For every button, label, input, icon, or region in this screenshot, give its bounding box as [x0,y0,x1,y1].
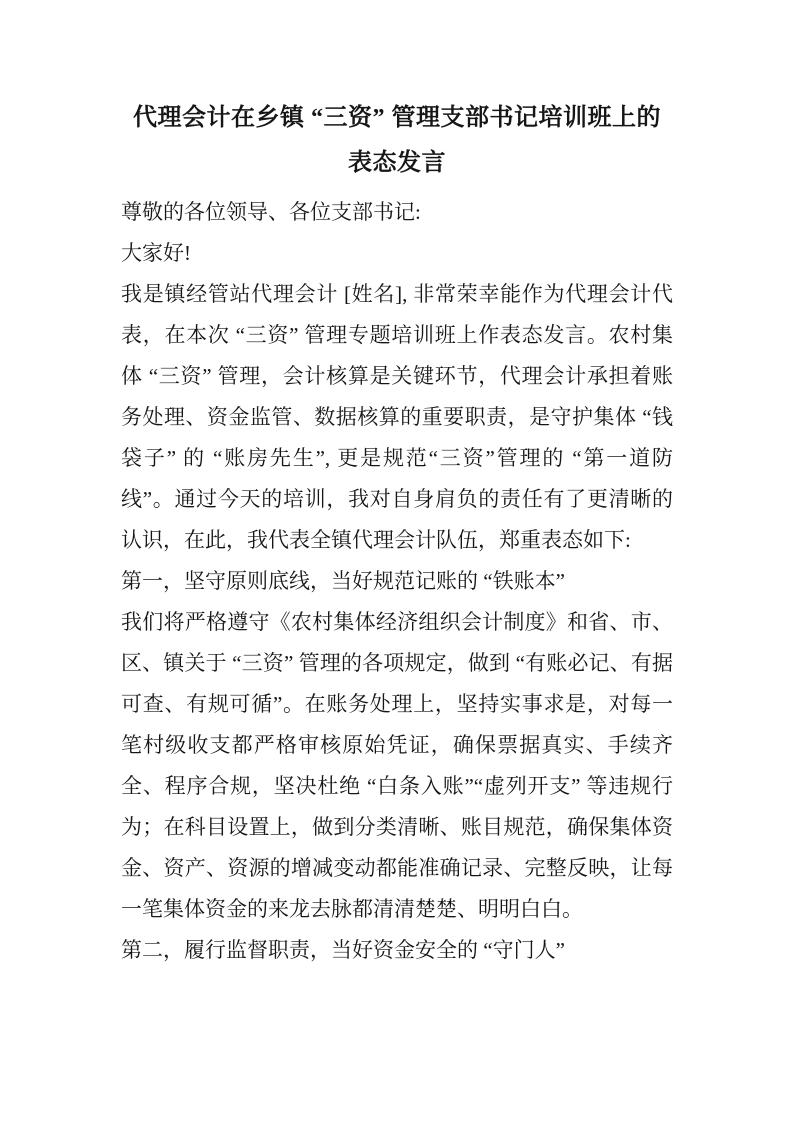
document-title-line-2: 表态发言 [348,150,446,176]
point-1-heading-paragraph: 第一，坚守原则底线，当好规范记账的 “铁账本” [121,569,565,593]
document-body [121,96,673,971]
point-2-heading-paragraph: 第二，履行监督职责，当好资金安全的 “守门人” [121,938,565,962]
document-title [121,96,673,186]
document-title-line-1: 代理会计在乡镇 “三资” 管理支部书记培训班上的 [133,105,661,131]
point-1-body-paragraph: 我们将严格遵守《农村集体经济组织会计制度》和省、市、区、镇关于 “三资” 管理的各项规定，做到 “有账必记、有据可查、有规可循”。在账务处理上，坚持实事求是，对每一笔村级收支都严格审核原始凭证，确保票据真实、手续齐全、程序合规，坚决杜绝 “白条入账”“虚列开支” 等违规行为；在科目设置上，做到分类清晰、账目规范，确保集体资金、资产、资源的增减变动都能准确记录、完整反映，让每一笔集体资金的来龙去脉都清清楚楚、明明白白。 [121,610,673,921]
salutation-paragraph: 尊敬的各位领导、各位支部书记: [121,200,421,224]
greeting-paragraph: 大家好! [121,241,191,265]
introduction-paragraph: 我是镇经管站代理会计 [姓名], 非常荣幸能作为代理会计代表，在本次 “三资” 管理专题培训班上作表态发言。农村集体 “三资” 管理，会计核算是关键环节，代理会计承担着账务处理、资金监管、数据核算的重要职责，是守护集体 “钱袋子” 的 “账房先生”, 更是规范“三资”管理的 “第一道防线”。通过今天的培训，我对自身肩负的责任有了更清晰的认识，在此，我代表全镇代理会计队伍，郑重表态如下: [121,282,673,552]
